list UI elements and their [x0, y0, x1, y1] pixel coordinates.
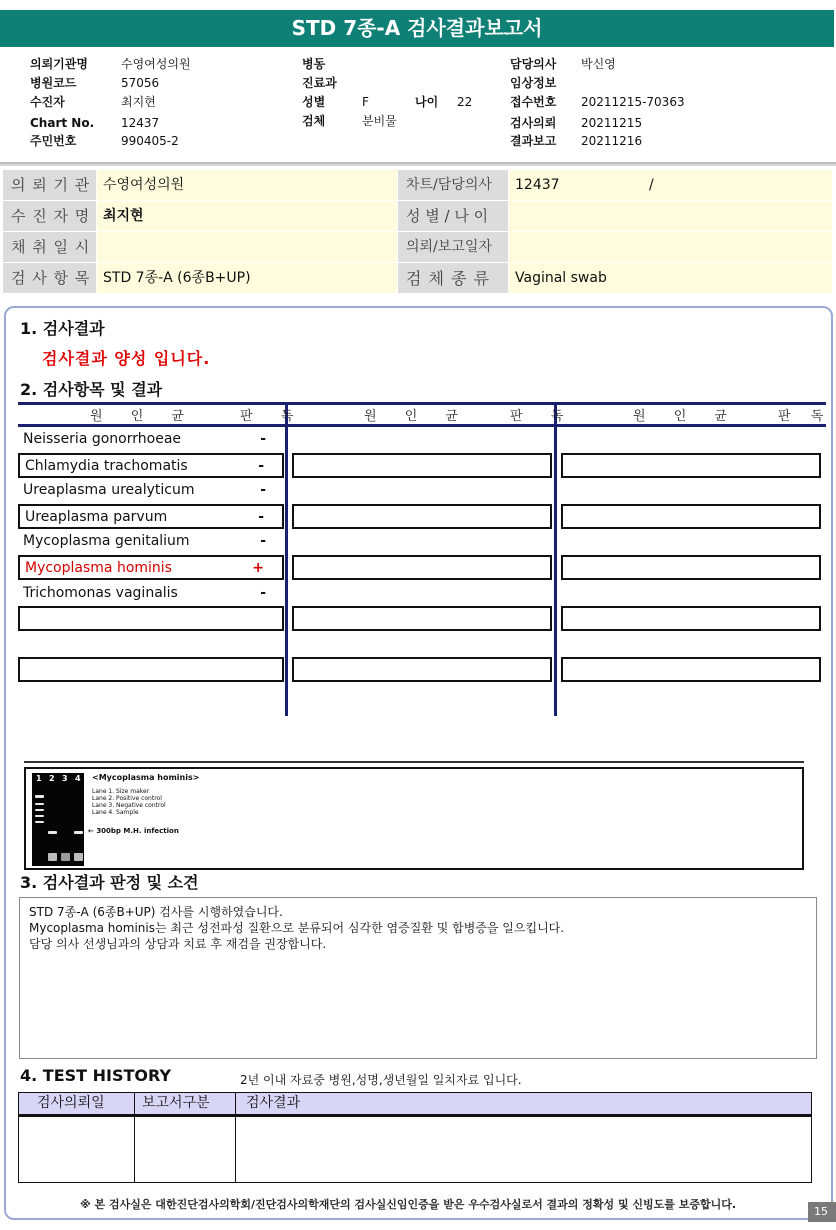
info-value-chart-doctor: [509, 170, 833, 201]
opinion-line: Mycoplasma hominis는 최근 성전파성 질환으로 분류되어 심각한 염증질환 및 합병증을 일으킵니다.: [29, 921, 565, 935]
organism-name: Ureaplasma urealyticum: [23, 482, 195, 498]
page-number: 15: [808, 1202, 836, 1222]
gel-lane-number: 3: [62, 774, 68, 783]
info-value-collection: [97, 232, 398, 263]
header-label-age: 나이: [415, 95, 439, 109]
result-row-mycoplasma-hominis: [18, 555, 284, 580]
patient-info-table: [3, 170, 833, 294]
positive-result-message: 검사결과 양성 입니다.: [42, 349, 211, 368]
header-value-report-date: 20211216: [581, 134, 643, 148]
header-value-age: 22: [457, 95, 473, 109]
col-header-organism-3: 원 인 균: [633, 409, 739, 424]
info-label-institution: 의 뢰 기 관: [3, 170, 97, 201]
header-label-sex: 성별: [302, 95, 326, 109]
empty-result-box: [561, 657, 821, 682]
header-label-clinical-info: 임상정보: [510, 76, 557, 90]
history-header-request-date: 검사의뢰일: [18, 1092, 135, 1115]
gel-band-annotation: [88, 827, 179, 835]
info-value-sex-age: [509, 201, 833, 232]
grid-divider-1: [285, 402, 288, 716]
organism-result: -: [258, 509, 264, 525]
header-value-specimen: 분비물: [362, 114, 397, 128]
organism-name: Chlamydia trachomatis: [25, 458, 188, 474]
gel-band: [61, 853, 70, 861]
gel-electrophoresis-panel: [24, 767, 804, 870]
col-header-judge-1: 판 독: [240, 409, 306, 424]
history-cell: [134, 1115, 236, 1183]
gel-lane-number: 4: [75, 774, 81, 783]
header-label-patient: 수진자: [30, 95, 65, 109]
col-header-judge-3: 판 독: [778, 409, 832, 424]
header-value-receipt-no: 20211215-70363: [581, 95, 685, 109]
header-divider: [0, 164, 836, 166]
organism-name: Neisseria gonorrhoeae: [23, 431, 182, 447]
info-chart-number: 12437: [515, 177, 560, 193]
organism-result: -: [260, 431, 266, 447]
gel-lane-number: 2: [49, 774, 55, 783]
result-row-ureaplasma-urealyticum: [18, 479, 284, 504]
gel-band-label: 300bp M.H. infection: [96, 827, 179, 835]
info-label-specimen-type: 검 체 종 류: [398, 263, 509, 294]
header-value-hospital-code: 57056: [121, 76, 160, 90]
empty-result-box: [561, 504, 821, 529]
header-label-request-date: 검사의뢰: [510, 116, 557, 130]
info-label-dates: 의뢰/보고일자: [398, 232, 509, 263]
history-note: 2년 이내 자료중 병원,성명,생년월일 일치자료 입니다.: [240, 1073, 522, 1087]
header-label-chart-no: Chart No.: [30, 116, 95, 130]
info-value-dates: [509, 232, 833, 263]
header-value-institution: 수영여성의원: [121, 57, 191, 71]
info-value-specimen-type: Vaginal swab: [509, 263, 833, 294]
gel-band: [74, 853, 83, 861]
header-label-specimen: 검체: [302, 114, 326, 128]
organism-name: Trichomonas vaginalis: [23, 585, 178, 601]
empty-result-box: [561, 453, 821, 478]
empty-result-box: [18, 657, 284, 682]
header-value-chart-no: 12437: [121, 116, 160, 130]
result-row-chlamydia: [18, 453, 284, 478]
col-header-judge-2: 판 독: [510, 409, 576, 424]
empty-result-box: [292, 657, 552, 682]
opinion-line: STD 7종-A (6종B+UP) 검사를 시행하였습니다.: [29, 905, 283, 919]
header-label-doctor: 담당의사: [510, 57, 557, 71]
gel-band: [35, 809, 44, 811]
organism-result: -: [260, 585, 266, 601]
result-row-ureaplasma-parvum: [18, 504, 284, 529]
arrow-left-icon: ←: [88, 827, 94, 835]
gel-legend-line: Lane 1. Size maker: [92, 788, 150, 795]
gel-title: <Mycoplasma hominis>: [92, 773, 200, 782]
header-value-resident-no: 990405-2: [121, 134, 179, 148]
grid-header-border: [18, 424, 826, 427]
header-label-department: 진료과: [302, 76, 337, 90]
section-3-title: 3. 검사결과 판정 및 소견: [20, 873, 199, 892]
organism-name: Mycoplasma genitalium: [23, 533, 190, 549]
info-label-chart-doctor: 차트/담당의사: [398, 170, 509, 201]
info-value-test: STD 7종-A (6종B+UP): [97, 263, 398, 294]
organism-result: -: [260, 482, 266, 498]
header-label-resident-no: 주민번호: [30, 134, 77, 148]
gel-caption: [92, 773, 199, 816]
header-label-institution: 의뢰기관명: [30, 57, 88, 71]
gel-band: [35, 815, 44, 817]
info-label-patient: 수 진 자 명: [3, 201, 97, 232]
organism-result: -: [258, 458, 264, 474]
gel-band: [35, 803, 44, 805]
col-header-organism-1: 원 인 균: [90, 409, 196, 424]
history-cell: [18, 1115, 135, 1183]
empty-result-box: [292, 555, 552, 580]
history-header-result: 검사결과: [235, 1092, 812, 1115]
header-value-request-date: 20211215: [581, 116, 643, 130]
organism-result: +: [252, 560, 264, 576]
gel-legend-line: Lane 3. Negative control: [92, 802, 166, 809]
header-label-receipt-no: 접수번호: [510, 95, 557, 109]
organism-result: -: [260, 533, 266, 549]
history-header-report-type: 보고서구분: [134, 1092, 236, 1115]
empty-result-box: [292, 453, 552, 478]
grid-divider-2: [554, 402, 557, 716]
header-value-sex: F: [362, 95, 369, 109]
report-header: [0, 52, 836, 164]
info-value-institution: 수영여성의원: [97, 170, 398, 201]
info-label-sex-age: 성 별 / 나 이: [398, 201, 509, 232]
gel-image: [32, 773, 84, 866]
info-value-patient: 최지현: [97, 201, 398, 232]
gel-band: [48, 853, 57, 861]
result-row-trichomonas: [18, 582, 284, 607]
gel-band: [35, 795, 44, 798]
empty-result-box: [18, 606, 284, 631]
result-row-mycoplasma-genitalium: [18, 530, 284, 555]
gel-top-divider: [24, 761, 804, 763]
opinion-line: 담당 의사 선생님과의 상담과 치료 후 재검을 권장합니다.: [29, 937, 327, 951]
organism-name: Ureaplasma parvum: [25, 509, 168, 525]
info-chart-slash: /: [649, 177, 654, 193]
header-label-ward: 병동: [302, 57, 326, 71]
gel-legend-line: Lane 4. Sample: [92, 809, 139, 816]
empty-result-box: [561, 606, 821, 631]
section-1-title: 1. 검사결과: [20, 319, 105, 338]
section-4-title: 4. TEST HISTORY: [20, 1066, 172, 1085]
gel-legend-line: Lane 2. Positive control: [92, 795, 162, 802]
organism-name: Mycoplasma hominis: [25, 560, 172, 576]
history-cell: [235, 1115, 812, 1183]
result-row-neisseria: [18, 428, 284, 453]
section-2-title: 2. 검사항목 및 결과: [20, 380, 163, 399]
header-label-hospital-code: 병원코드: [30, 76, 77, 90]
certification-footer: ※ 본 검사실은 대한진단검사의학회/진단검사의학재단의 검사실신임인증을 받은 우수검사실로서 결과의 정확성 및 신빙도를 보증합니다.: [80, 1198, 737, 1211]
gel-band: [35, 821, 44, 823]
header-label-report-date: 결과보고: [510, 134, 557, 148]
gel-band: [74, 831, 83, 834]
gel-band: [48, 831, 57, 834]
header-value-patient: 최지현: [121, 95, 156, 109]
empty-result-box: [561, 555, 821, 580]
info-label-test: 검 사 항 목: [3, 263, 97, 294]
col-header-organism-2: 원 인 균: [364, 409, 470, 424]
gel-lane-number: 1: [36, 774, 42, 783]
opinion-box: [19, 897, 817, 1059]
header-value-doctor: 박신영: [581, 57, 616, 71]
empty-result-box: [292, 606, 552, 631]
info-label-collection: 채 취 일 시: [3, 232, 97, 263]
report-title: STD 7종-A 검사결과보고서: [0, 10, 834, 47]
empty-result-box: [292, 504, 552, 529]
